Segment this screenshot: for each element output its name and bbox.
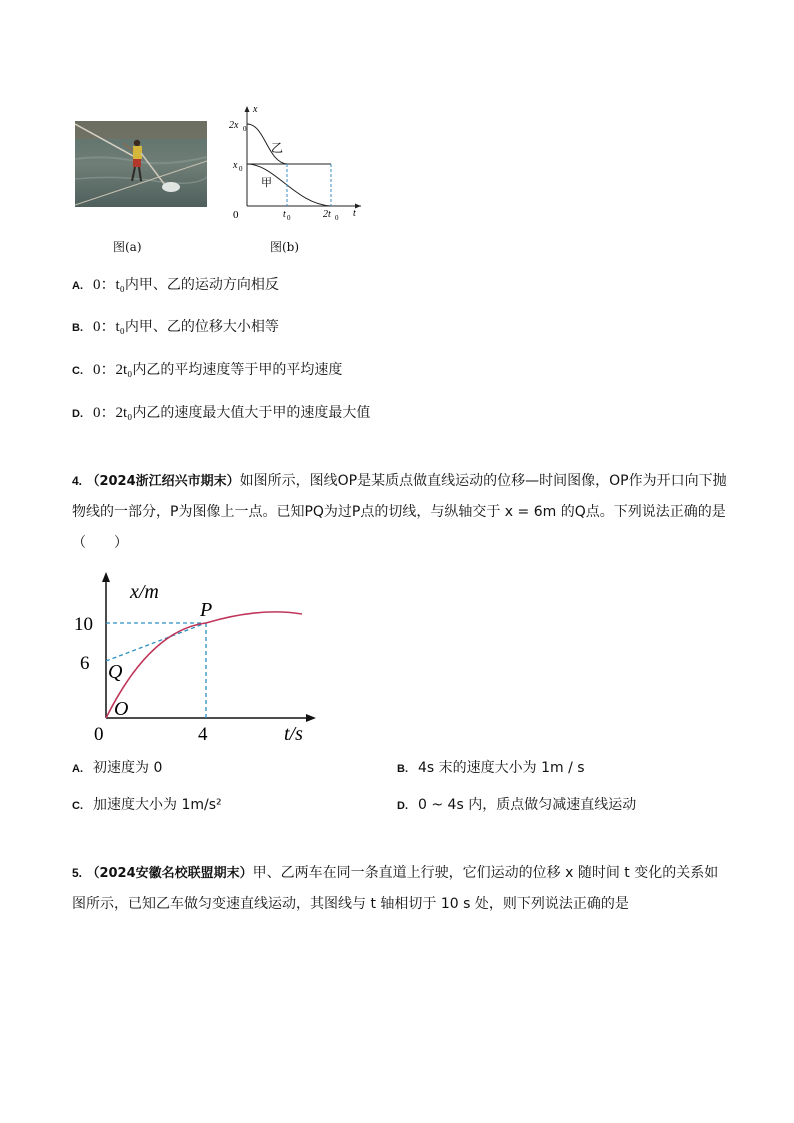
- question-source: （2024浙江绍兴市期末）: [86, 474, 240, 489]
- option-text: 内甲、乙的位移大小相等: [124, 319, 279, 335]
- origin-label: 0: [94, 724, 104, 745]
- origin-label: 0: [233, 209, 239, 221]
- ylabel: x/m: [130, 581, 159, 603]
- axis-t-label: t: [353, 208, 356, 219]
- tick-6: 6: [80, 653, 90, 674]
- option-text: 内甲、乙的运动方向相反: [124, 277, 279, 293]
- option-math: 0：2t₀: [93, 405, 133, 421]
- tick-x0: x: [233, 160, 238, 171]
- option-letter: A.: [72, 763, 83, 775]
- q4-option-d[interactable]: [397, 795, 636, 816]
- option-math: 0：t₀: [93, 319, 125, 335]
- option-text: 4s 末的速度大小为 1m / s: [418, 760, 585, 776]
- xlabel: t/s: [284, 723, 303, 745]
- option-letter: C.: [72, 365, 83, 377]
- question-5: [72, 858, 732, 920]
- curve-op: [106, 612, 302, 718]
- q3-option-c[interactable]: [72, 360, 342, 381]
- label-p: P: [200, 599, 213, 621]
- label-jia: 甲: [261, 177, 272, 189]
- tick-10: 10: [74, 614, 93, 635]
- question-source: （2024安徽名校联盟期末）: [86, 866, 253, 881]
- figure-b-caption: 图(b): [270, 240, 300, 254]
- q3-option-b[interactable]: [72, 317, 279, 338]
- option-letter: B.: [397, 763, 408, 775]
- axis-x-label: x: [253, 104, 258, 115]
- option-letter: D.: [72, 408, 83, 420]
- tick-2x0: 2x: [229, 120, 239, 131]
- q4-xt-chart: [70, 570, 330, 748]
- option-math: 0：2t₀: [93, 362, 133, 378]
- label-q: Q: [108, 661, 123, 683]
- q4-option-a[interactable]: [72, 758, 162, 779]
- curve-jia: [247, 164, 331, 206]
- option-text: 初速度为 0: [93, 760, 163, 776]
- option-letter: C.: [72, 800, 83, 812]
- figure-b-graph: [225, 100, 365, 222]
- option-text: 内乙的速度最大值大于甲的速度最大值: [132, 405, 371, 421]
- q4-option-c[interactable]: [72, 795, 222, 816]
- tick-t0-sub: 0: [287, 214, 291, 222]
- option-letter: B.: [72, 322, 83, 334]
- tick-2t0-sub: 0: [335, 214, 339, 222]
- tick-2t0: 2t: [323, 209, 331, 220]
- option-letter: D.: [397, 800, 408, 812]
- tick-t0: t: [283, 209, 286, 220]
- curve-yi: [247, 124, 331, 164]
- label-o: O: [114, 698, 129, 720]
- question-number: 4.: [72, 474, 83, 488]
- tick-4: 4: [198, 724, 208, 745]
- q3-option-a[interactable]: [72, 275, 279, 296]
- option-text: 内乙的平均速度等于甲的平均速度: [132, 362, 343, 378]
- option-math: 0：t₀: [93, 277, 125, 293]
- tangent-pq: [106, 623, 206, 661]
- question-number: 5.: [72, 866, 83, 880]
- photo-fishing: [75, 121, 207, 207]
- tick-x0-sub: 0: [239, 165, 243, 173]
- question-stem: 如图所示，图线OP是某质点做直线运动的位移—时间图像，OP作为开口向下抛物线的一部分，P为图像上一点。已知PQ为过P点的切线，与纵轴交于 x = 6m 的Q点。下列说法正确的是（ ）: [72, 473, 727, 551]
- option-text: 加速度大小为 1m/s²: [93, 797, 222, 813]
- q4-option-b[interactable]: [397, 758, 585, 779]
- tick-2x0-sub: 0: [243, 125, 247, 133]
- question-stem: 甲、乙两车在同一条直道上行驶，它们运动的位移 x 随时间 t 变化的关系如图所示，已知乙车做匀变速直线运动，其图线与 t 轴相切于 10 s 处，则下列说法正确的是: [72, 865, 719, 912]
- figure-a-caption: 图(a): [113, 240, 142, 254]
- option-text: 0 ~ 4s 内，质点做匀减速直线运动: [418, 797, 637, 813]
- option-letter: A.: [72, 280, 83, 292]
- question-4: [72, 466, 732, 559]
- label-yi: 乙: [271, 141, 284, 155]
- q3-option-d[interactable]: [72, 403, 370, 424]
